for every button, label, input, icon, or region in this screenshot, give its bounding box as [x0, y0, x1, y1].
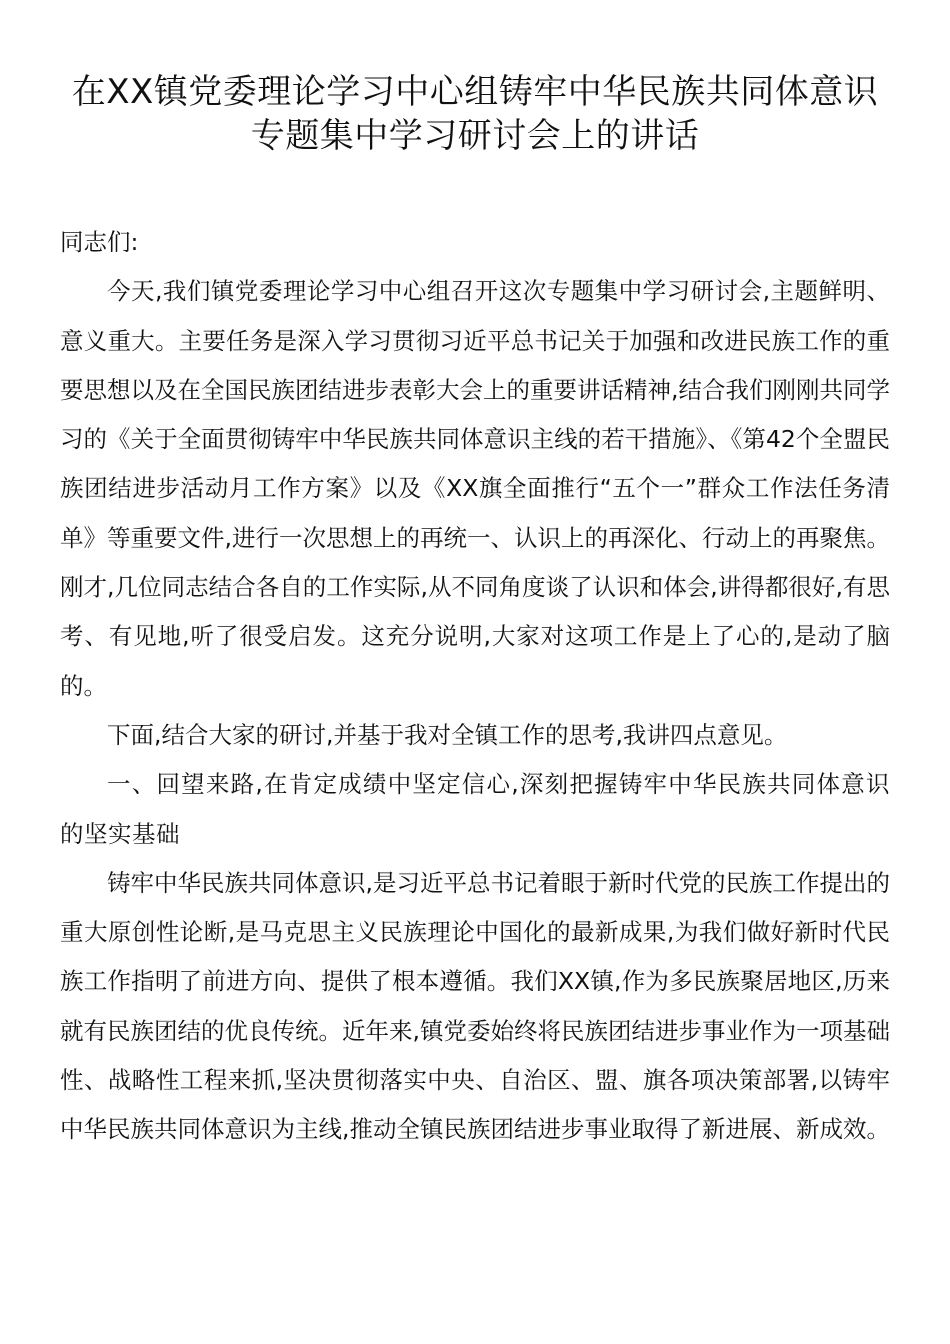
document-body: [60, 218, 890, 1155]
document-title-line-2: 专题集中学习研讨会上的讲话: [250, 116, 700, 156]
paragraph-section-1: 铸牢中华民族共同体意识,是习近平总书记着眼于新时代党的民族工作提出的重大原创性论断,是马克思主义民族理论中国化的最新成果,为我们做好新时代民族工作指明了前进方向、提供了根本遵循。我们XX镇,作为多民族聚居地区,历来就有民族团结的优良传统。近年来,镇党委始终将民族团结进步事业作为一项基础性、战略性工程来抓,坚决贯彻落实中央、自治区、盟、旗各项决策部署,以铸牢中华民族共同体意识为主线,推动全镇民族团结进步事业取得了新进展、新成效。: [60, 868, 890, 1144]
paragraph-opening: 今天,我们镇党委理论学习中心组召开这次专题集中学习研讨会,主题鲜明、意义重大。主要任务是深入学习贯彻习近平总书记关于加强和改进民族工作的重要思想以及在全国民族团结进步表彰大会上的重要讲话精神,结合我们刚刚共同学习的《关于全面贯彻铸牢中华民族共同体意识主线的若干措施》、《第42个全盟民族团结进步活动月工作方案》以及《XX旗全面推行“五个一”群众工作法任务清单》等重要文件,进行一次思想上的再统一、认识上的再深化、行动上的再聚焦。刚才,几位同志结合各自的工作实际,从不同角度谈了认识和体会,讲得都很好,有思考、有见地,听了很受启发。这充分说明,大家对这项工作是上了心的,是动了脑的。: [60, 277, 890, 700]
paragraph-outline: 下面,结合大家的研讨,并基于我对全镇工作的思考,我讲四点意见。: [107, 720, 788, 749]
document-title-line-1: 在XX镇党委理论学习中心组铸牢中华民族共同体意识: [71, 72, 879, 112]
section-heading-1: 一、回望来路,在肯定成绩中坚定信心,深刻把握铸牢中华民族共同体意识的坚实基础: [60, 770, 890, 848]
salutation: 同志们:: [60, 228, 139, 256]
